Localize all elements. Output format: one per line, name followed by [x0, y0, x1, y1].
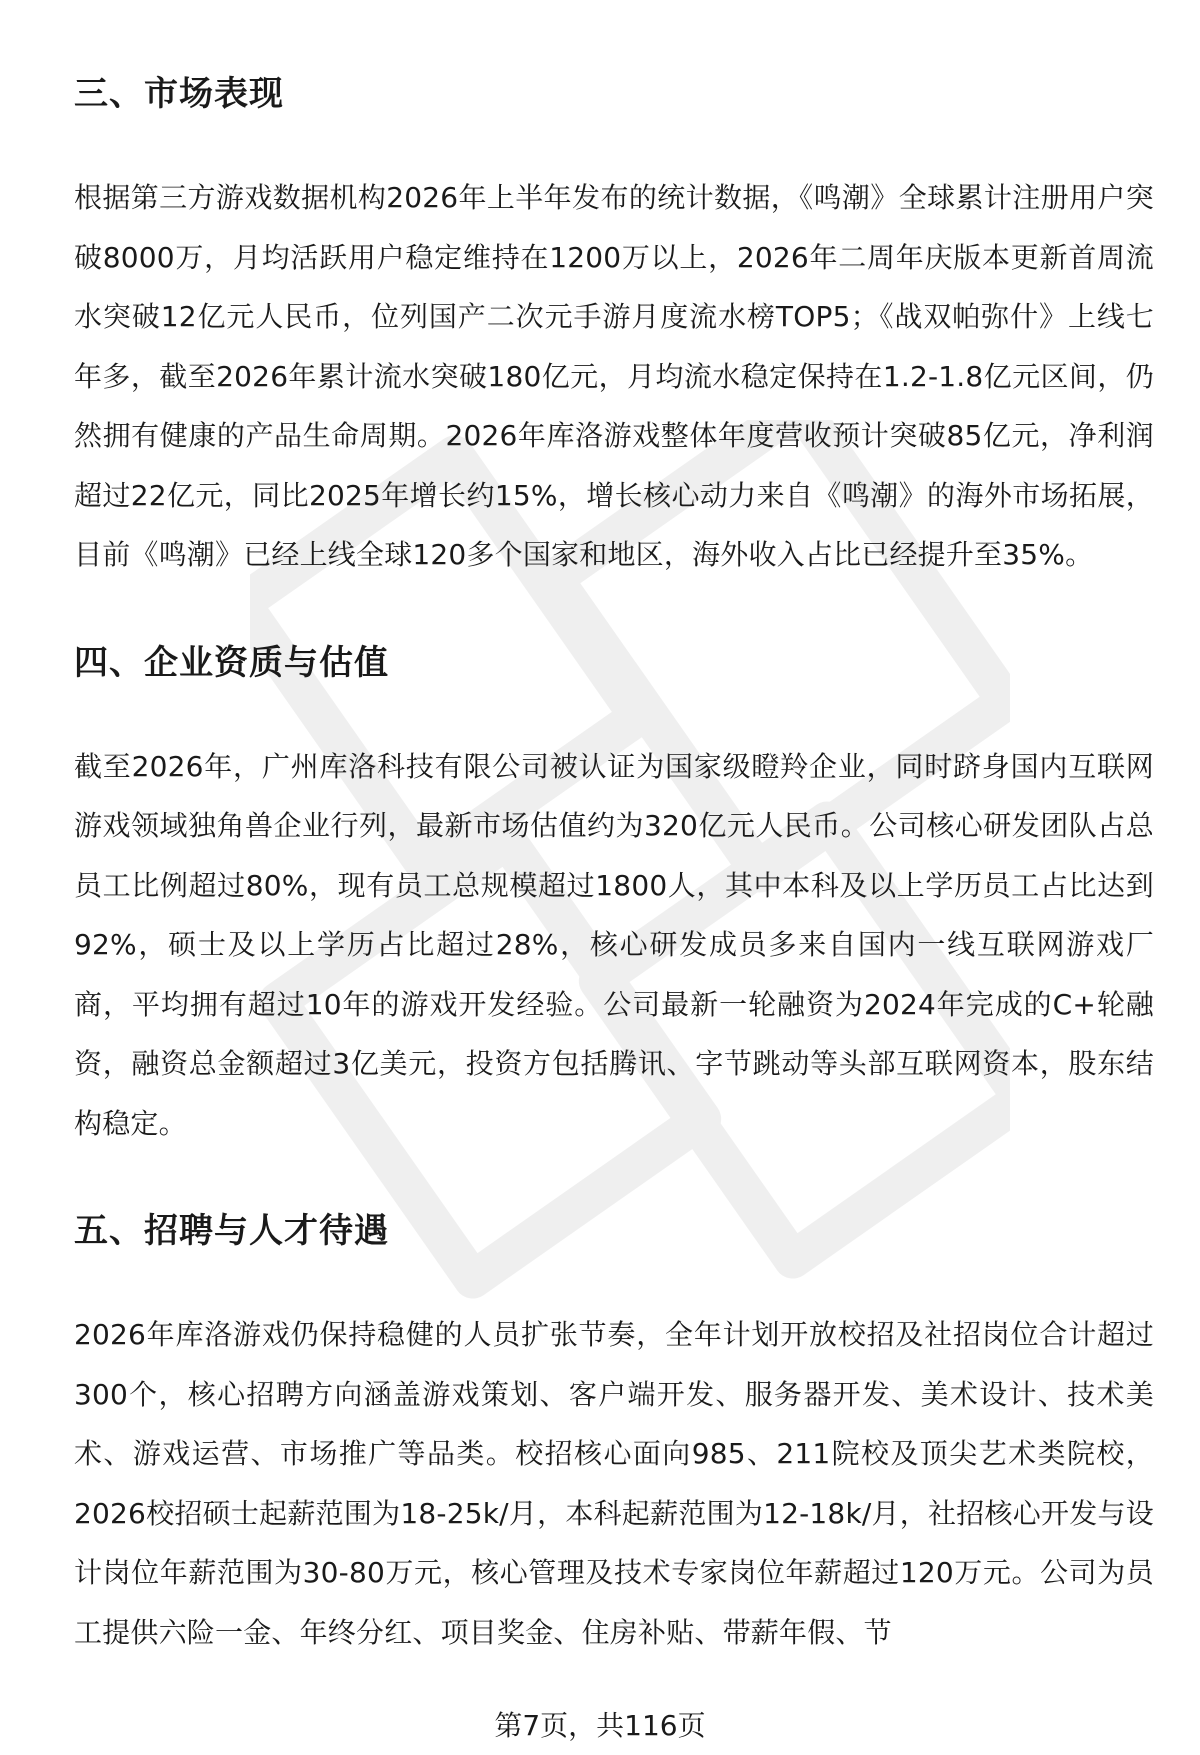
document-body	[74, 68, 1154, 1662]
section-heading: 三、市场表现	[74, 74, 284, 114]
section-paragraph: 截至2026年，广州库洛科技有限公司被认证为国家级瞪羚企业，同时跻身国内互联网游戏领域独角兽企业行列，最新市场估值约为320亿元人民币。公司核心研发团队占总员工比例超过80%，现有员工总规模超过1800人，其中本科及以上学历员工占比达到92%，硕士及以上学历占比超过28%，核心研发成员多来自国内一线互联网游戏厂商，平均拥有超过10年的游戏开发经验。公司最新一轮融资为2024年完成的C+轮融资，融资总金额超过3亿美元，投资方包括腾讯、字节跳动等头部互联网资本，股东结构稳定。	[74, 749, 1154, 1140]
section-heading: 四、企业资质与估值	[74, 642, 389, 683]
section-paragraph: 2026年库洛游戏仍保持稳健的人员扩张节奏，全年计划开放校招及社招岗位合计超过300个，核心招聘方向涵盖游戏策划、客户端开发、服务器开发、美术设计、技术美术、游戏运营、市场推广等品类。校招核心面向985、211院校及顶尖艺术类院校，2026校招硕士起薪范围为18-25k/月，本科起薪范围为12-18k/月，社招核心开发与设计岗位年薪范围为30-80万元，核心管理及技术专家岗位年薪超过120万元。公司为员工提供六险一金、年终分红、项目奖金、住房补贴、带薪年假、节	[74, 1318, 1154, 1649]
page-number-footer: 第7页，共116页	[494, 1709, 706, 1742]
section-market-performance	[74, 68, 1154, 585]
section-heading: 五、招聘与人才待遇	[74, 1211, 389, 1251]
section-qualification-valuation	[74, 637, 1154, 1154]
section-recruitment-benefits	[74, 1205, 1154, 1662]
section-paragraph: 根据第三方游戏数据机构2026年上半年发布的统计数据，《鸣潮》全球累计注册用户突破8000万，月均活跃用户稳定维持在1200万以上，2026年二周年庆版本更新首周流水突破12亿元人民币，位列国产二次元手游月度流水榜TOP5；《战双帕弥什》上线七年多，截至2026年累计流水突破180亿元，月均流水稳定保持在1.2-1.8亿元区间，仍然拥有健康的产品生命周期。2026年库洛游戏整体年度营收预计突破85亿元，净利润超过22亿元，同比2025年增长约15%，增长核心动力来自《鸣潮》的海外市场拓展，目前《鸣潮》已经上线全球120多个国家和地区，海外收入占比已经提升至35%。	[74, 181, 1154, 571]
